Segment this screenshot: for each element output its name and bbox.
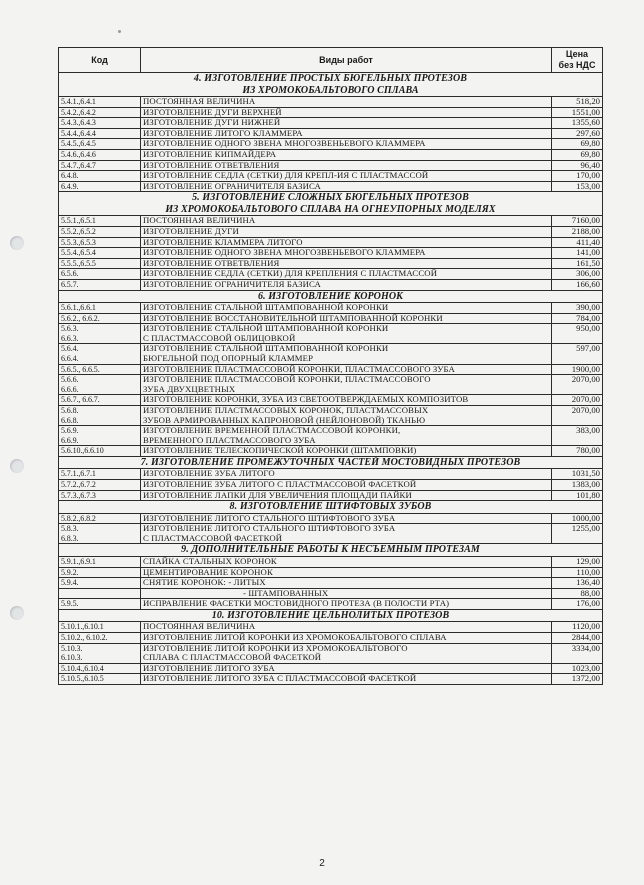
code-cell xyxy=(59,107,141,118)
code-line: 5.5.5.,6.5.5 xyxy=(61,258,96,268)
table-row xyxy=(59,216,603,227)
price-cell: 161,50 xyxy=(552,258,603,269)
price-cell: 411,40 xyxy=(552,237,603,248)
table-row xyxy=(59,524,603,544)
code-cell xyxy=(59,622,141,633)
code-cell xyxy=(59,128,141,139)
code-cell xyxy=(59,480,141,491)
section-title-line: ИЗ ХРОМОКОБАЛЬТОВОГО СПЛАВА НА ОГНЕУПОРНЫХ МОДЕЛЯХ xyxy=(165,203,496,215)
work-cell xyxy=(141,160,552,171)
code-line: 5.6.3. xyxy=(61,324,79,334)
code-cell xyxy=(59,139,141,150)
code-line: 6.10.3. xyxy=(61,653,83,663)
code-cell xyxy=(59,469,141,480)
table-row xyxy=(59,480,603,491)
code-cell xyxy=(59,364,141,375)
table-row xyxy=(59,578,603,589)
table-row xyxy=(59,97,603,108)
work-cell xyxy=(141,524,552,544)
table-row xyxy=(59,324,603,344)
work-line: ИЗГОТОВЛЕНИЕ СТАЛЬНОЙ ШТАМПОВАННОЙ КОРОНКИ xyxy=(143,302,389,312)
work-cell xyxy=(141,426,552,446)
table-header-row xyxy=(59,48,603,73)
work-cell xyxy=(141,633,552,644)
code-line: 6.6.9. xyxy=(61,435,79,445)
work-cell xyxy=(141,97,552,108)
code-line: 6.5.7. xyxy=(61,279,79,289)
work-cell xyxy=(141,128,552,139)
table-row xyxy=(59,405,603,425)
section-header-row xyxy=(59,501,603,514)
code-line: 5.9.2. xyxy=(61,567,79,577)
table-row xyxy=(59,556,603,567)
work-cell xyxy=(141,216,552,227)
scan-speck xyxy=(118,30,121,33)
work-cell xyxy=(141,118,552,129)
code-cell xyxy=(59,171,141,182)
price-cell: 2844,00 xyxy=(552,633,603,644)
table-row xyxy=(59,588,603,599)
work-cell xyxy=(141,237,552,248)
work-cell xyxy=(141,313,552,324)
table-body xyxy=(59,73,603,685)
code-cell xyxy=(59,324,141,344)
code-cell xyxy=(59,524,141,544)
code-line: 5.10.4.,6.10.4 xyxy=(61,663,104,673)
work-cell xyxy=(141,643,552,663)
header-price-line1: Цена xyxy=(565,49,589,59)
code-line: 5.7.3.,6.7.3 xyxy=(61,490,96,500)
table-row xyxy=(59,513,603,524)
price-cell: 166,60 xyxy=(552,279,603,290)
work-line: ИЗГОТОВЛЕНИЕ ЗУБА ЛИТОГО С ПЛАСТМАССОВОЙ ФАСЕТКОЙ xyxy=(143,479,417,489)
price-cell: 1355,60 xyxy=(552,118,603,129)
code-line: 5.5.4.,6.5.4 xyxy=(61,248,96,258)
code-cell xyxy=(59,313,141,324)
header-work: Виды работ xyxy=(141,48,552,73)
price-cell: 297,60 xyxy=(552,128,603,139)
section-title xyxy=(59,501,603,514)
code-line: 5.4.6.,6.4.6 xyxy=(61,149,96,159)
price-cell: 1000,00 xyxy=(552,513,603,524)
code-line: 5.7.2.,6.7.2 xyxy=(61,480,96,489)
work-line: ПОСТОЯННАЯ ВЕЛИЧИНА xyxy=(143,215,256,226)
work-line: ИЗГОТОВЛЕНИЕ СТАЛЬНОЙ ШТАМПОВАННОЙ КОРОНКИ xyxy=(143,323,389,334)
work-cell xyxy=(141,171,552,182)
table-row xyxy=(59,303,603,314)
price-cell: 1383,00 xyxy=(552,480,603,491)
work-line: ИЗГОТОВЛЕНИЕ ЛИТОГО СТАЛЬНОГО ШТИФТОВОГО ЗУБА xyxy=(143,523,396,534)
code-line: 6.6.8. xyxy=(61,415,79,425)
work-cell xyxy=(141,622,552,633)
table-row xyxy=(59,599,603,610)
price-cell: 1023,00 xyxy=(552,663,603,674)
code-line: 5.7.1.,6.7.1 xyxy=(61,469,96,479)
work-cell xyxy=(141,107,552,118)
table-row xyxy=(59,149,603,160)
work-line: ИЗГОТОВЛЕНИЕ ВОССТАНОВИТЕЛЬНОЙ ШТАМПОВАННОЙ КОРОНКИ xyxy=(143,313,443,323)
code-line: 5.4.1.,6.4.1 xyxy=(61,97,96,106)
code-line: 5.9.1.,6.9.1 xyxy=(61,556,96,566)
work-line: СНЯТИЕ КОРОНОК: - ЛИТЫХ xyxy=(143,577,266,588)
work-cell xyxy=(141,405,552,425)
code-cell xyxy=(59,643,141,663)
work-line: ИЗГОТОВЛЕНИЕ ОДНОГО ЗВЕНА МНОГОЗВЕНЬЕВОГО КЛАММЕРА xyxy=(143,247,426,258)
table-row xyxy=(59,279,603,290)
code-line: 5.10.3. xyxy=(61,643,83,653)
price-cell: 2070,00 xyxy=(552,395,603,406)
table-row xyxy=(59,446,603,457)
table-row xyxy=(59,395,603,406)
price-cell: 7160,00 xyxy=(552,216,603,227)
work-line: ИЗГОТОВЛЕНИЕ ЛИТОГО КЛАММЕРА xyxy=(143,128,303,138)
section-header-row xyxy=(59,192,603,216)
code-cell xyxy=(59,303,141,314)
code-cell xyxy=(59,599,141,610)
table-row xyxy=(59,567,603,578)
code-line: 5.6.1.,6.6.1 xyxy=(61,303,96,312)
code-line: 5.6.6. xyxy=(61,375,79,385)
code-cell xyxy=(59,556,141,567)
price-cell: 69,80 xyxy=(552,139,603,150)
code-line: 5.4.5.,6.4.5 xyxy=(61,139,96,149)
code-line: 5.8.3. xyxy=(61,524,79,534)
section-header-row xyxy=(59,456,603,469)
code-cell xyxy=(59,446,141,457)
work-cell xyxy=(141,556,552,567)
section-title-line: ИЗ ХРОМОКОБАЛЬТОВОГО СПЛАВА xyxy=(242,84,419,96)
work-line: ИЗГОТОВЛЕНИЕ ВРЕМЕННОЙ ПЛАСТМАССОВОЙ КОРОНКИ, xyxy=(143,425,401,436)
work-line: ЦЕМЕНТИРОВАНИЕ КОРОНОК xyxy=(143,567,273,577)
code-cell xyxy=(59,375,141,395)
work-cell xyxy=(141,588,552,599)
work-line: СПЛАВА С ПЛАСТМАССОВОЙ ФАСЕТКОЙ xyxy=(143,652,322,663)
work-cell xyxy=(141,258,552,269)
work-cell xyxy=(141,375,552,395)
code-line: 5.4.7.,6.4.7 xyxy=(61,160,96,170)
code-cell xyxy=(59,567,141,578)
code-cell xyxy=(59,674,141,685)
work-cell xyxy=(141,279,552,290)
code-cell xyxy=(59,578,141,589)
work-cell xyxy=(141,480,552,491)
code-cell xyxy=(59,97,141,108)
work-cell xyxy=(141,490,552,501)
work-line: ИЗГОТОВЛЕНИЕ ЛИТОГО ЗУБА С ПЛАСТМАССОВОЙ ФАСЕТКОЙ xyxy=(143,673,417,684)
section-title xyxy=(59,544,603,557)
code-cell xyxy=(59,160,141,171)
work-cell xyxy=(141,578,552,589)
work-cell xyxy=(141,303,552,314)
table-row xyxy=(59,171,603,182)
code-line: 5.4.2.,6.4.2 xyxy=(61,107,96,117)
price-cell: 141,00 xyxy=(552,248,603,259)
work-line: ЗУБОВ АРМИРОВАННЫХ КАПРОНОВОЙ (НЕЙЛОНОВОЙ) ТКАНЬЮ xyxy=(143,414,426,425)
work-cell xyxy=(141,513,552,524)
punch-hole xyxy=(10,606,24,620)
table-row xyxy=(59,237,603,248)
price-cell: 518,20 xyxy=(552,97,603,108)
table-row xyxy=(59,118,603,129)
code-line: 5.10.5.,6.10.5 xyxy=(61,674,104,684)
section-title xyxy=(59,609,603,622)
table-row xyxy=(59,375,603,395)
work-cell xyxy=(141,269,552,280)
table-row xyxy=(59,633,603,644)
section-title-line: 10. ИЗГОТОВЛЕНИЕ ЦЕЛЬНОЛИТЫХ ПРОТЕЗОВ xyxy=(211,609,450,621)
work-line: ИЗГОТОВЛЕНИЕ КОРОНКИ, ЗУБА ИЗ СВЕТООТВЕРЖДАЕМЫХ КОМПОЗИТОВ xyxy=(143,394,469,405)
code-cell xyxy=(59,118,141,129)
code-line: 5.8.2.,6.8.2 xyxy=(61,513,96,523)
work-cell xyxy=(141,149,552,160)
price-cell: 96,40 xyxy=(552,160,603,171)
price-cell: 136,40 xyxy=(552,578,603,589)
code-line: 5.6.9. xyxy=(61,426,79,436)
table-row xyxy=(59,344,603,364)
table-row xyxy=(59,643,603,663)
work-line: ИЗГОТОВЛЕНИЕ ЛИТОЙ КОРОНКИ ИЗ ХРОМОКОБАЛЬТОВОГО xyxy=(143,643,408,653)
work-line: ИЗГОТОВЛЕНИЕ ЛИТОГО СТАЛЬНОГО ШТИФТОВОГО ЗУБА xyxy=(143,513,396,523)
table-row xyxy=(59,426,603,446)
code-line: 6.6.6. xyxy=(61,384,79,394)
work-cell xyxy=(141,139,552,150)
work-line: ИЗГОТОВЛЕНИЕ ОГРАНИЧИТЕЛЯ БАЗИСА xyxy=(143,181,321,191)
section-header-row xyxy=(59,544,603,557)
work-line: ИЗГОТОВЛЕНИЕ СТАЛЬНОЙ ШТАМПОВАННОЙ КОРОНКИ xyxy=(143,343,389,354)
table-row xyxy=(59,622,603,633)
work-cell xyxy=(141,226,552,237)
code-line: 5.9.5. xyxy=(61,599,79,609)
code-line: 5.6.8. xyxy=(61,405,79,415)
section-header-row xyxy=(59,290,603,303)
work-line: ИСПРАВЛЕНИЕ ФАСЕТКИ МОСТОВИДНОГО ПРОТЕЗА (В ПОЛОСТИ РТА) xyxy=(143,598,450,609)
code-line: 6.6.3. xyxy=(61,333,79,343)
work-line: ИЗГОТОВЛЕНИЕ ПЛАСТМАССОВЫХ КОРОНОК, ПЛАСТМАССОВЫХ xyxy=(143,405,429,415)
work-line: ИЗГОТОВЛЕНИЕ ЛИТОЙ КОРОНКИ ИЗ ХРОМОКОБАЛЬТОВОГО СПЛАВА xyxy=(143,632,447,643)
work-line: ПОСТОЯННАЯ ВЕЛИЧИНА xyxy=(143,621,256,632)
table-row xyxy=(59,128,603,139)
price-cell: 153,00 xyxy=(552,181,603,192)
price-cell: 784,00 xyxy=(552,313,603,324)
work-line: ИЗГОТОВЛЕНИЕ ПЛАСТМАССОВОЙ КОРОНКИ, ПЛАСТМАССОВОГО ЗУБА xyxy=(143,364,455,374)
code-cell xyxy=(59,226,141,237)
table-row xyxy=(59,160,603,171)
code-cell xyxy=(59,490,141,501)
work-cell xyxy=(141,364,552,375)
code-line: 5.6.10.,6.6.10 xyxy=(61,446,104,456)
work-cell xyxy=(141,674,552,685)
code-line: 6.4.8. xyxy=(61,171,79,181)
price-cell: 2070,00 xyxy=(552,405,603,425)
work-line: ИЗГОТОВЛЕНИЕ КЛАММЕРА ЛИТОГО xyxy=(143,237,303,247)
section-title-line: 8. ИЗГОТОВЛЕНИЕ ШТИФТОВЫХ ЗУБОВ xyxy=(229,501,432,513)
header-price-line2: без НДС xyxy=(558,60,596,70)
work-line: ИЗГОТОВЛЕНИЕ ЗУБА ЛИТОГО xyxy=(143,468,275,479)
section-title-line: 9. ДОПОЛНИТЕЛЬНЫЕ РАБОТЫ К НЕСЪЕМНЫМ ПРОТЕЗАМ xyxy=(181,544,480,556)
code-line: 5.5.3.,6.5.3 xyxy=(61,237,96,247)
work-line: ИЗГОТОВЛЕНИЕ ОТВЕТВЛЕНИЯ xyxy=(143,160,280,170)
work-line: ИЗГОТОВЛЕНИЕ ДУГИ ВЕРХНЕЙ xyxy=(143,107,282,117)
price-table xyxy=(58,47,603,685)
table-row xyxy=(59,269,603,280)
price-cell: 1255,00 xyxy=(552,524,603,544)
work-line: ИЗГОТОВЛЕНИЕ ДУГИ xyxy=(143,226,239,236)
code-cell xyxy=(59,237,141,248)
price-cell: 1551,00 xyxy=(552,107,603,118)
code-cell xyxy=(59,405,141,425)
work-line: ИЗГОТОВЛЕНИЕ ДУГИ НИЖНЕЙ xyxy=(143,117,281,128)
price-cell: 69,80 xyxy=(552,149,603,160)
table-row xyxy=(59,490,603,501)
work-cell xyxy=(141,344,552,364)
table-row xyxy=(59,258,603,269)
code-cell xyxy=(59,269,141,280)
work-cell xyxy=(141,599,552,610)
code-line: 5.5.2.,6.5.2 xyxy=(61,226,96,236)
code-cell xyxy=(59,248,141,259)
punch-hole xyxy=(10,459,24,473)
price-cell: 1900,00 xyxy=(552,364,603,375)
work-line: С ПЛАСТМАССОВОЙ ФАСЕТКОЙ xyxy=(143,532,283,543)
price-cell: 170,00 xyxy=(552,171,603,182)
code-line: 5.6.4. xyxy=(61,344,79,354)
section-title-line: 5. ИЗГОТОВЛЕНИЕ СЛОЖНЫХ БЮГЕЛЬНЫХ ПРОТЕЗОВ xyxy=(192,192,469,204)
price-cell: 101,80 xyxy=(552,490,603,501)
work-line: ИЗГОТОВЛЕНИЕ ЛИТОГО ЗУБА xyxy=(143,663,275,673)
section-header-row xyxy=(59,609,603,622)
table-row xyxy=(59,313,603,324)
work-cell xyxy=(141,446,552,457)
work-line: ИЗГОТОВЛЕНИЕ КИПМАЙДЕРА xyxy=(143,149,277,159)
price-cell: 306,00 xyxy=(552,269,603,280)
section-title-line: 7. ИЗГОТОВЛЕНИЕ ПРОМЕЖУТОЧНЫХ ЧАСТЕЙ МОСТОВИДНЫХ ПРОТЕЗОВ xyxy=(140,456,521,468)
table-row xyxy=(59,364,603,375)
section-title xyxy=(59,456,603,469)
price-cell: 1031,50 xyxy=(552,469,603,480)
table-row xyxy=(59,248,603,259)
work-line: БЮГЕЛЬНОЙ ПОД ОПОРНЫЙ КЛАММЕР xyxy=(143,352,314,363)
price-cell: 3334,00 xyxy=(552,643,603,663)
section-title xyxy=(59,192,603,216)
header-price xyxy=(552,48,603,73)
section-title-line: 6. ИЗГОТОВЛЕНИЕ КОРОНОК xyxy=(257,290,404,302)
table-row xyxy=(59,181,603,192)
code-cell xyxy=(59,344,141,364)
price-cell: 1120,00 xyxy=(552,622,603,633)
code-line: 5.4.3.,6.4.3 xyxy=(61,118,96,128)
work-cell xyxy=(141,663,552,674)
code-line: 5.4.4.,6.4.4 xyxy=(61,128,96,138)
code-line: 6.4.9. xyxy=(61,181,79,191)
work-line: ИЗГОТОВЛЕНИЕ ЛАПКИ ДЛЯ УВЕЛИЧЕНИЯ ПЛОЩАДИ ПАЙКИ xyxy=(143,490,412,500)
work-cell xyxy=(141,324,552,344)
work-line: ИЗГОТОВЛЕНИЕ ПЛАСТМАССОВОЙ КОРОНКИ, ПЛАСТМАССОВОГО xyxy=(143,374,431,385)
price-cell: 88,00 xyxy=(552,588,603,599)
work-line: ИЗГОТОВЛЕНИЕ ОТВЕТВЛЕНИЯ xyxy=(143,258,280,268)
price-cell: 597,00 xyxy=(552,344,603,364)
table-row xyxy=(59,674,603,685)
table-row xyxy=(59,226,603,237)
code-line: 5.6.2., 6.6.2. xyxy=(61,313,100,323)
code-line: 5.6.5., 6.6.5. xyxy=(61,364,100,374)
code-line: 5.9.4. xyxy=(61,578,79,588)
work-cell xyxy=(141,469,552,480)
price-cell: 2070,00 xyxy=(552,375,603,395)
code-line: 6.5.6. xyxy=(61,269,79,279)
work-line: - ШТАМПОВАННЫХ xyxy=(243,588,329,598)
work-line: СПАЙКА СТАЛЬНЫХ КОРОНОК xyxy=(143,556,277,566)
price-cell: 390,00 xyxy=(552,303,603,314)
work-line: С ПЛАСТМАССОВОЙ ОБЛИЦОВКОЙ xyxy=(143,332,296,343)
work-line: ИЗГОТОВЛЕНИЕ СЕДЛА (СЕТКИ) ДЛЯ КРЕПЛЕНИЯ С ПЛАСТМАССОЙ xyxy=(143,268,438,279)
table-row xyxy=(59,107,603,118)
code-line: 6.8.3. xyxy=(61,533,79,543)
section-header-row xyxy=(59,73,603,97)
work-line: ВРЕМЕННОГО ПЛАСТМАССОВОГО ЗУБА xyxy=(143,434,316,445)
price-cell: 950,00 xyxy=(552,324,603,344)
work-line: ЗУБА ДВУХЦВЕТНЫХ xyxy=(143,383,236,394)
code-cell xyxy=(59,663,141,674)
section-title-line: 4. ИЗГОТОВЛЕНИЕ ПРОСТЫХ БЮГЕЛЬНЫХ ПРОТЕЗОВ xyxy=(193,73,468,84)
price-cell: 383,00 xyxy=(552,426,603,446)
code-cell xyxy=(59,426,141,446)
header-code: Код xyxy=(59,48,141,73)
table-row xyxy=(59,139,603,150)
code-cell xyxy=(59,216,141,227)
price-cell: 176,00 xyxy=(552,599,603,610)
code-cell xyxy=(59,513,141,524)
price-cell: 2188,00 xyxy=(552,226,603,237)
code-line: 6.6.4. xyxy=(61,353,79,363)
code-cell xyxy=(59,181,141,192)
code-line: 5.10.1.,6.10.1 xyxy=(61,622,104,632)
section-title xyxy=(59,290,603,303)
code-cell xyxy=(59,395,141,406)
work-cell xyxy=(141,181,552,192)
work-cell xyxy=(141,248,552,259)
code-cell xyxy=(59,279,141,290)
work-line: ПОСТОЯННАЯ ВЕЛИЧИНА xyxy=(143,96,256,106)
section-title xyxy=(59,73,603,97)
code-line: 5.10.2., 6.10.2. xyxy=(61,633,108,643)
price-cell: 129,00 xyxy=(552,556,603,567)
work-line: ИЗГОТОВЛЕНИЕ ТЕЛЕСКОПИЧЕСКОЙ КОРОНКИ (ШТАМПОВКИ) xyxy=(143,445,417,456)
punch-hole xyxy=(10,236,24,250)
code-cell xyxy=(59,258,141,269)
code-cell xyxy=(59,149,141,160)
price-cell: 110,00 xyxy=(552,567,603,578)
table-row xyxy=(59,469,603,480)
code-line: 5.6.7., 6.6.7. xyxy=(61,395,100,405)
price-cell: 1372,00 xyxy=(552,674,603,685)
price-cell: 780,00 xyxy=(552,446,603,457)
work-cell xyxy=(141,395,552,406)
work-line: ИЗГОТОВЛЕНИЕ ОДНОГО ЗВЕНА МНОГОЗВЕНЬЕВОГО КЛАММЕРА xyxy=(143,138,426,149)
code-line: 5.5.1.,6.5.1 xyxy=(61,216,96,226)
work-line: ИЗГОТОВЛЕНИЕ СЕДЛА (СЕТКИ) ДЛЯ КРЕПЛ-ИЯ С ПЛАСТМАССОЙ xyxy=(143,170,429,181)
code-cell xyxy=(59,588,141,599)
table-row xyxy=(59,663,603,674)
work-cell xyxy=(141,567,552,578)
code-cell xyxy=(59,633,141,644)
page-number: 2 xyxy=(319,858,325,869)
work-line: ИЗГОТОВЛЕНИЕ ОГРАНИЧИТЕЛЯ БАЗИСА xyxy=(143,279,321,289)
